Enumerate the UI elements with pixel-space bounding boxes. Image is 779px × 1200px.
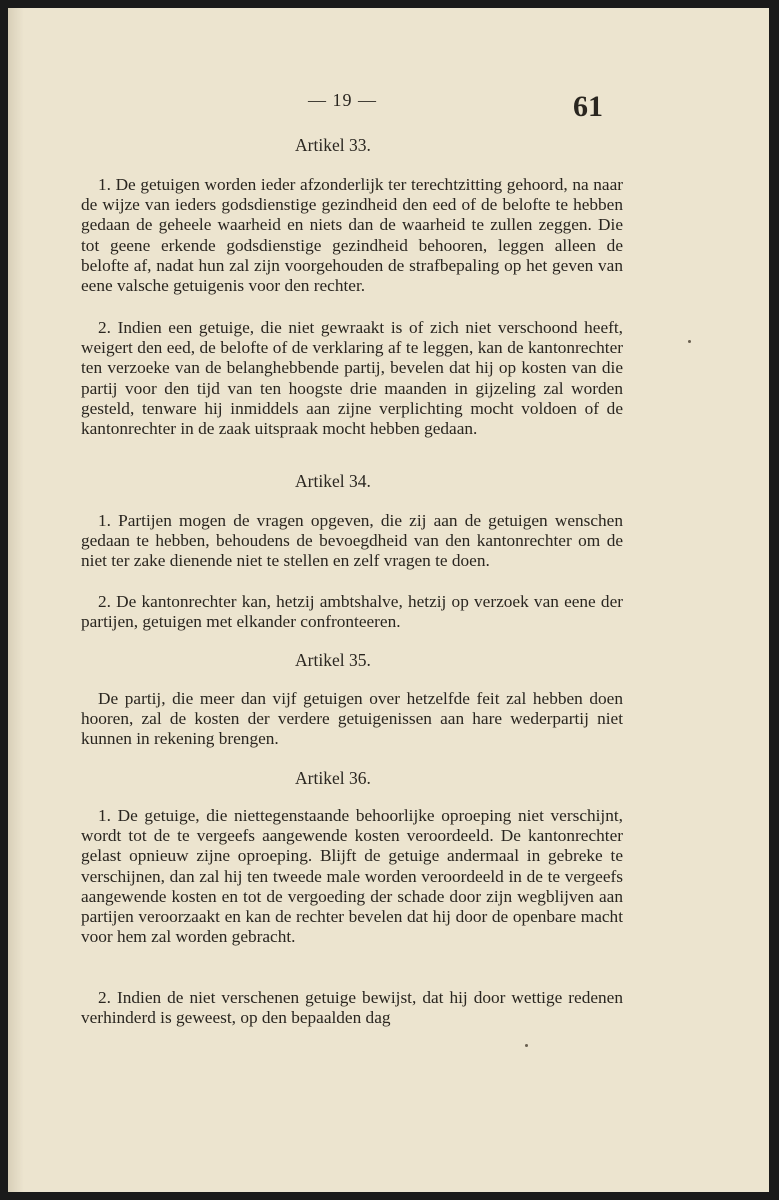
paper-speck <box>525 1044 528 1047</box>
book-page <box>8 8 769 1192</box>
article-36-paragraph-2: 2. Indien de niet verschenen getuige bewijst, dat hij door wettige redenen verhinderd is geweest, op den bepaalden dag <box>81 988 623 1028</box>
article-35-title: Artikel 35. <box>295 650 371 670</box>
article-33-title: Artikel 33. <box>295 135 371 155</box>
article-34-title: Artikel 34. <box>295 471 371 491</box>
article-36-title: Artikel 36. <box>295 768 371 788</box>
article-36-paragraph-1: 1. De getuige, die niettegenstaande behoorlijke oproeping niet verschijnt, wordt tot de te vergeefs aangewende kosten veroordeeld. De kantonrechter gelast opnieuw zijne oproeping. Blijft de getuige andermaal in gebreke te verschijnen, dan zal hij ten tweede male worden veroordeeld in de te vergeefs aangewende kosten en tot de vergoeding der schade door zijn wegblijven aan partijen veroorzaakt en kan de rechter bevelen dat hij door de openbare macht voor hem zal worden gebracht. <box>81 806 623 947</box>
sheet-number: 61 <box>573 90 603 123</box>
article-34-paragraph-1: 1. Partijen mogen de vragen opgeven, die zij aan de getuigen wenschen gedaan te hebben, behoudens de bevoegdheid van den kantonrechter om de niet ter zake dienende niet te stellen en zelf vragen te doen. <box>81 511 623 571</box>
article-33-paragraph-2: 2. Indien een getuige, die niet gewraakt is of zich niet verschoond heeft, weigert den eed, de belofte of de verklaring af te leggen, kan de kantonrechter ten verzoeke van de belanghebbende partij, bevelen dat hij op kosten van die partij voor den tijd van ten hoogste drie maanden in gijzeling zal worden gesteld, tenware hij inmiddels aan zijne verplichting mocht voldoen of de kantonrechter in de zaak uitspraak mocht hebben gedaan. <box>81 318 623 439</box>
paper-speck <box>688 340 691 343</box>
article-35-paragraph-1: De partij, die meer dan vijf getuigen over hetzelfde feit zal hebben doen hooren, zal de kosten der verdere getuigenissen aan hare wederpartij niet kunnen in rekening brengen. <box>81 689 623 749</box>
article-34-paragraph-2: 2. De kantonrechter kan, hetzij ambtshalve, hetzij op verzoek van eene der partijen, getuigen met elkander confronteeren. <box>81 592 623 632</box>
page-gutter <box>8 8 24 1192</box>
article-33-paragraph-1: 1. De getuigen worden ieder afzonderlijk ter terechtzitting gehoord, na naar de wijze van ieders godsdienstige gezindheid den eed of de belofte te hebben gedaan de geheele waarheid en niets dan de waarheid te zullen zeggen. Die tot geene erkende godsdienstige gezindheid behooren, leggen alleen de belofte af, nadat hun zal zijn voorgehouden de strafbepaling op het geven van eene valsche getuigenis voor den rechter. <box>81 175 623 296</box>
page-label: — 19 — <box>308 90 377 110</box>
